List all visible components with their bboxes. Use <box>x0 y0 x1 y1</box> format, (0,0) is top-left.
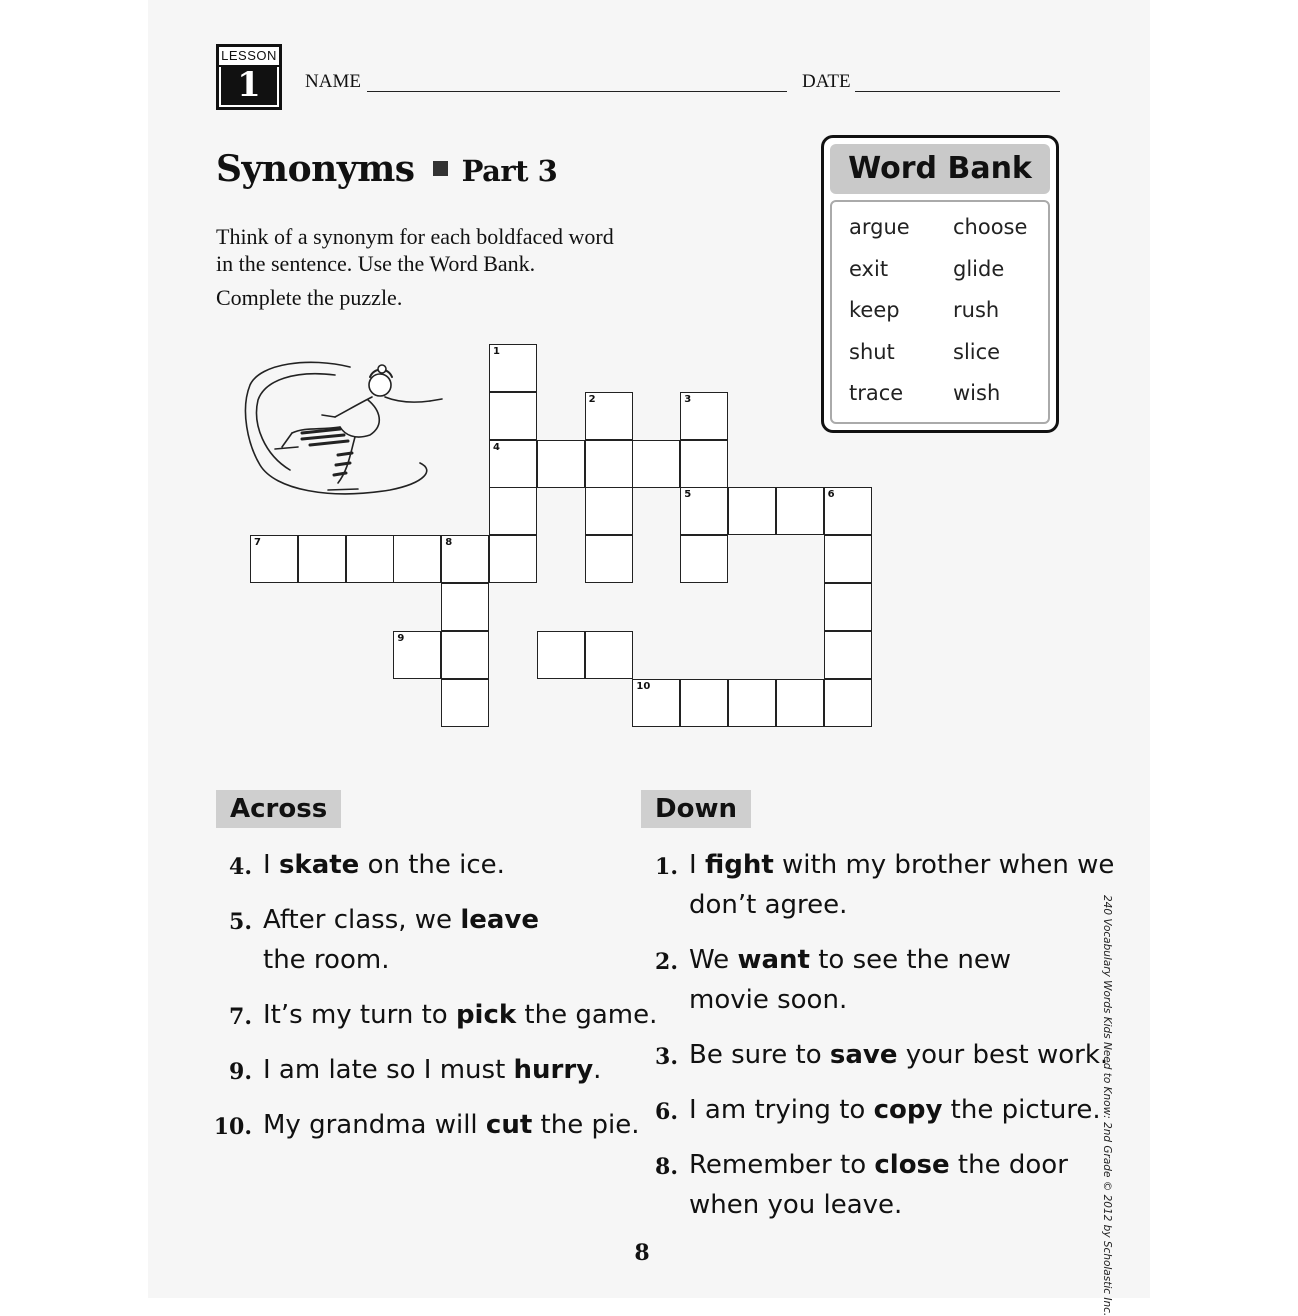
crossword-cell[interactable] <box>585 440 633 488</box>
crossword-cell[interactable] <box>824 535 872 583</box>
clue-text: After class, we leave <box>263 905 539 935</box>
crossword-cell[interactable] <box>585 535 633 583</box>
crossword-cell[interactable] <box>728 487 776 535</box>
instruction-line-2: in the sentence. Use the Word Bank. <box>216 251 536 276</box>
ice-skater-illustration <box>240 355 450 505</box>
crossword-cell[interactable] <box>585 487 633 535</box>
clue-number: 7. <box>229 1004 252 1030</box>
clue-text: the room. <box>263 945 390 975</box>
crossword-cell[interactable] <box>585 631 633 679</box>
crossword-cell[interactable] <box>728 679 776 727</box>
clue-text: movie soon. <box>689 985 848 1015</box>
date-label: DATE <box>802 71 851 92</box>
crossword-clue-number: 10 <box>636 680 651 692</box>
crossword-cell[interactable] <box>393 535 441 583</box>
clue-text: We want to see the new <box>689 945 1012 975</box>
crossword-cell[interactable] <box>680 679 728 727</box>
title-part: Part 3 <box>461 154 558 188</box>
lesson-number: 1 <box>221 65 277 105</box>
word-bank-word: rush <box>953 298 1000 322</box>
clue-text: when you leave. <box>689 1190 903 1220</box>
crossword-clue-number: 7 <box>254 537 261 549</box>
crossword-cell[interactable] <box>441 631 489 679</box>
clue-text: It’s my turn to pick the game. <box>263 1000 658 1030</box>
square-bullet-icon <box>433 161 448 176</box>
across-heading: Across <box>216 790 341 828</box>
page-title <box>216 148 557 190</box>
crossword-cell[interactable] <box>824 583 872 631</box>
crossword-cell[interactable] <box>776 487 824 535</box>
crossword-cell[interactable] <box>250 535 298 583</box>
crossword-cell[interactable] <box>680 487 728 535</box>
title-main: Synonyms <box>216 148 415 190</box>
clue-number: 2. <box>655 949 678 975</box>
word-bank-word: trace <box>849 381 904 405</box>
crossword-clue-number: 3 <box>684 393 692 405</box>
crossword-cell[interactable] <box>489 535 537 583</box>
crossword-cell[interactable] <box>537 440 585 488</box>
clue-number: 5. <box>229 909 252 935</box>
clue-number: 6. <box>655 1099 678 1125</box>
crossword-cell[interactable] <box>393 631 441 679</box>
instruction-line-3: Complete the puzzle. <box>216 285 403 310</box>
down-heading: Down <box>641 790 751 828</box>
word-bank-word: argue <box>849 215 910 239</box>
page-number: 8 <box>634 1240 650 1266</box>
clue-text: I skate on the ice. <box>263 850 505 880</box>
clue-text: I am trying to copy the picture. <box>689 1095 1101 1125</box>
clue-text: I am late so I must hurry. <box>263 1055 602 1085</box>
crossword-clue-number: 5 <box>684 489 692 501</box>
clue-number: 4. <box>229 854 252 880</box>
crossword-clue-number: 6 <box>827 489 835 501</box>
date-line[interactable] <box>855 91 1060 92</box>
word-bank-word: slice <box>953 340 1001 364</box>
crossword-cell[interactable] <box>680 535 728 583</box>
crossword-clue-number: 8 <box>445 537 453 549</box>
word-bank-word: choose <box>953 215 1028 239</box>
crossword-cell[interactable] <box>632 679 680 727</box>
crossword-cell[interactable] <box>489 392 537 440</box>
word-bank-word: shut <box>849 340 895 364</box>
crossword-cell[interactable] <box>441 535 489 583</box>
lesson-label: LESSON <box>219 47 279 67</box>
clue-number: 1. <box>655 854 678 880</box>
word-bank-title: Word Bank <box>830 144 1050 194</box>
crossword-cell[interactable] <box>632 440 680 488</box>
clue-text: don’t agree. <box>689 890 848 920</box>
crossword-cell[interactable] <box>824 679 872 727</box>
instruction-line-1: Think of a synonym for each boldfaced word <box>216 224 614 249</box>
clue-text: Remember to close the door <box>689 1150 1068 1180</box>
word-bank-word: keep <box>849 298 900 322</box>
word-bank-word: wish <box>953 381 1001 405</box>
crossword-clue-number: 9 <box>397 632 405 644</box>
name-line[interactable] <box>367 91 787 92</box>
lesson-badge <box>216 44 282 110</box>
crossword-cell[interactable] <box>346 535 394 583</box>
crossword-cell[interactable] <box>537 631 585 679</box>
crossword-clue-number: 2 <box>588 393 596 405</box>
crossword-cell[interactable] <box>441 679 489 727</box>
crossword-cell[interactable] <box>441 583 489 631</box>
crossword-cell[interactable] <box>680 392 728 440</box>
clue-number: 8. <box>655 1154 678 1180</box>
crossword-cell[interactable] <box>489 440 537 488</box>
word-bank-word: exit <box>849 257 889 281</box>
clue-number: 3. <box>655 1044 678 1070</box>
crossword-cell[interactable] <box>298 535 346 583</box>
copyright-credit: 240 Vocabulary Words Kids Need to Know: 2nd Grade © 2012 by Scholastic Inc. <box>1101 895 1113 1316</box>
crossword-cell[interactable] <box>489 344 537 392</box>
clue-number: 10. <box>213 1114 252 1140</box>
clue-text: Be sure to save your best work. <box>689 1040 1109 1070</box>
crossword-cell[interactable] <box>585 392 633 440</box>
clue-text: I fight with my brother when we <box>689 850 1115 880</box>
clue-number: 9. <box>229 1059 252 1085</box>
crossword-cell[interactable] <box>680 440 728 488</box>
word-bank-word: glide <box>953 257 1005 281</box>
crossword-cell[interactable] <box>824 487 872 535</box>
crossword-cell[interactable] <box>824 631 872 679</box>
crossword-cell[interactable] <box>776 679 824 727</box>
crossword-clue-number: 4 <box>493 441 500 453</box>
crossword-cell[interactable] <box>489 487 537 535</box>
clue-text: My grandma will cut the pie. <box>263 1110 640 1140</box>
crossword-clue-number: 1 <box>493 346 500 357</box>
name-label: NAME <box>305 71 361 92</box>
